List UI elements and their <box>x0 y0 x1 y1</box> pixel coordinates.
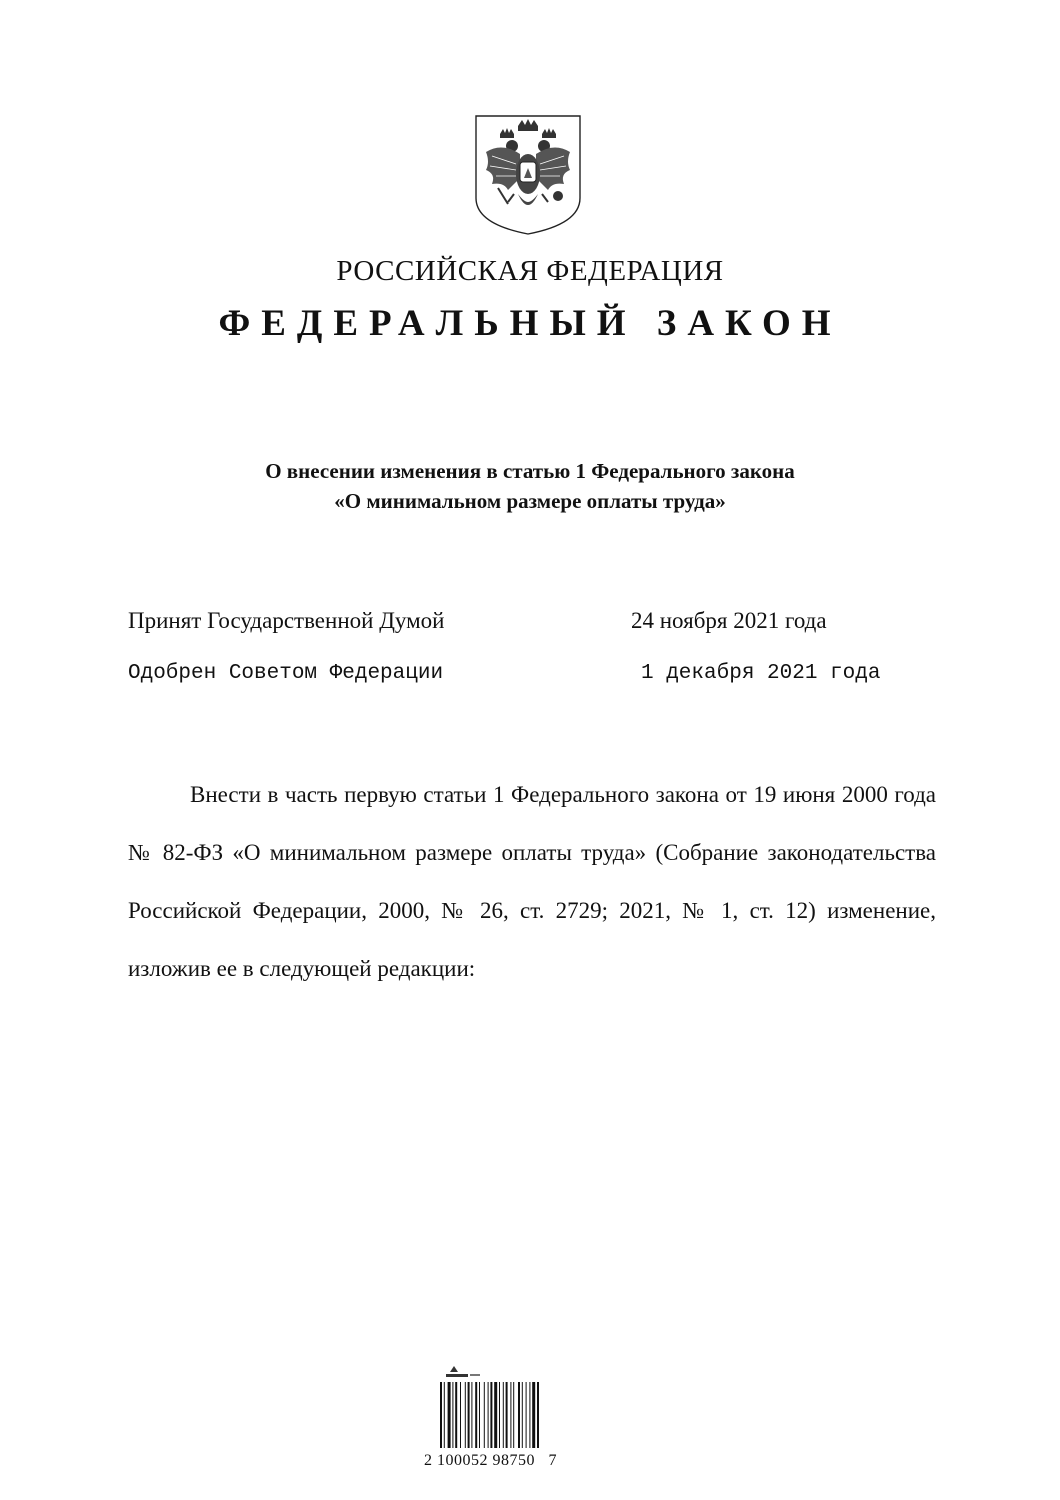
adopted-by-duma-label: Принят Государственной Думой <box>128 608 445 633</box>
barcode-bar <box>537 1382 539 1448</box>
coat-of-arms-emblem <box>472 112 584 238</box>
barcode-bar <box>440 1382 442 1448</box>
barcode-bar <box>475 1382 477 1448</box>
barcode-bar <box>484 1382 485 1448</box>
barcode-bar <box>499 1382 500 1448</box>
barcode <box>432 1362 572 1462</box>
barcode-bar <box>494 1382 497 1448</box>
barcode-bar <box>465 1382 466 1448</box>
law-title-line-1: О внесении изменения в статью 1 Федерального закона <box>265 459 795 483</box>
barcode-bar <box>503 1382 504 1448</box>
barcode-bar <box>488 1382 489 1448</box>
barcode-bar <box>532 1382 535 1448</box>
law-title-line-2: «О минимальном размере оплаты труда» <box>334 489 726 513</box>
barcode-bar <box>510 1382 511 1448</box>
barcode-bar <box>518 1382 520 1448</box>
approved-by-council-label: Одобрен Советом Федерации <box>128 662 444 685</box>
barcode-bar <box>448 1382 451 1448</box>
adopted-by-duma-date: 24 ноября 2021 года <box>631 608 827 633</box>
barcode-bar <box>529 1382 530 1448</box>
barcode-number: 2 100052 98750 7 <box>424 1452 557 1469</box>
barcode-bar <box>471 1382 472 1448</box>
barcode-bar <box>513 1382 514 1448</box>
document-type: ФЕДЕРАЛЬНЫЙ ЗАКОН <box>218 303 842 344</box>
barcode-bar <box>460 1382 461 1448</box>
law-title <box>0 456 1060 516</box>
approved-by-council-date: 1 декабря 2021 года <box>641 662 881 685</box>
country-name: РОССИЙСКАЯ ФЕДЕРАЦИЯ <box>336 255 724 287</box>
barcode-bar <box>455 1382 457 1448</box>
barcode-bar <box>444 1382 445 1448</box>
barcode-bar <box>490 1382 492 1448</box>
barcode-bar <box>479 1382 480 1448</box>
barcode-bar <box>452 1382 453 1448</box>
barcode-bar <box>522 1382 523 1448</box>
law-body-paragraph: Внести в часть первую статьи 1 Федерального закона от 19 июня 2000 года № 82-ФЗ «О минимальном размере оплаты труда» (Собрание законодательства Российской Федерации, 2000, № 26, ст. 2729; 2021, № 1, ст. 12) изменение, изложив ее в следующей редакции: <box>128 782 936 981</box>
barcode-bar <box>526 1382 527 1448</box>
barcode-bar <box>506 1382 508 1448</box>
barcode-bar <box>468 1382 470 1448</box>
